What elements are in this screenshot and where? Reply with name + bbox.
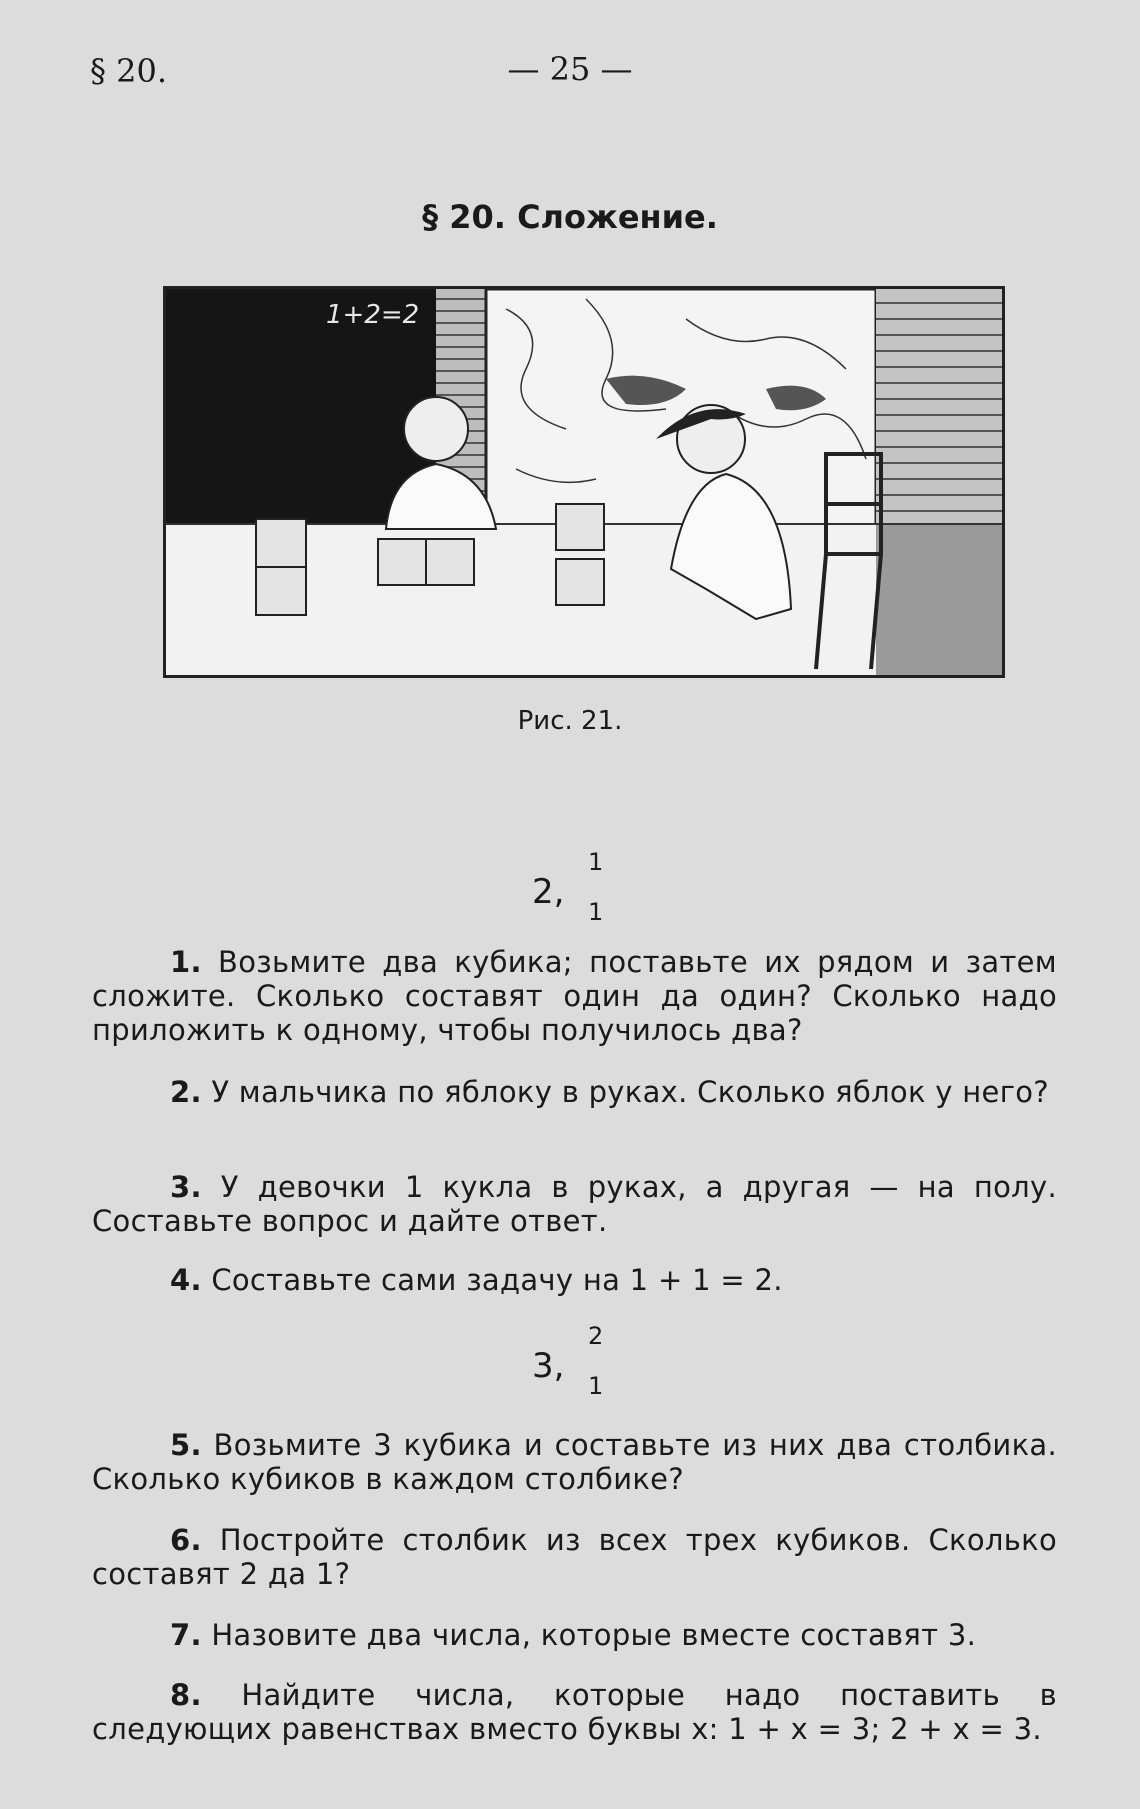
- number-composition-2: [0, 848, 1140, 938]
- number-composition-3: [0, 1322, 1140, 1412]
- set-top: 1: [588, 848, 604, 876]
- set-top: 2: [588, 1322, 604, 1350]
- problem-number: 1.: [170, 945, 202, 979]
- problem-text: Постройте столбик из всех трех кубиков. Сколько составят 2 да 1?: [92, 1523, 1057, 1591]
- page-number: — 25 —: [507, 50, 633, 88]
- section-title: § 20. Сложение.: [422, 198, 718, 236]
- problem-text: Найдите числа, которые надо поставить в следующих равенствах вместо буквы x: 1 + x = 3; 2 + x = 3.: [92, 1678, 1057, 1746]
- problem-2: [92, 1075, 1057, 1109]
- problem-number: 8.: [170, 1678, 202, 1712]
- problem-text: У девочки 1 кукла в руках, а другая — на полу. Составьте вопрос и дайте ответ.: [92, 1170, 1057, 1238]
- illustration: [163, 286, 1005, 678]
- problem-number: 7.: [170, 1618, 202, 1652]
- figure-caption: Рис. 21.: [517, 706, 623, 736]
- problem-6: [92, 1523, 1057, 1591]
- set-bottom: 1: [588, 1372, 604, 1400]
- problem-7: [92, 1618, 1057, 1652]
- problem-text: У мальчика по яблоку в руках. Сколько яблок у него?: [201, 1075, 1049, 1109]
- problem-3: [92, 1170, 1057, 1238]
- problem-text: Назовите два числа, которые вместе составят 3.: [201, 1618, 977, 1652]
- problem-4: [92, 1263, 1057, 1297]
- running-head-section: § 20.: [90, 52, 168, 90]
- left-boy: [404, 397, 468, 461]
- blackboard-text: 1+2=2: [326, 300, 420, 330]
- problem-number: 4.: [170, 1263, 202, 1297]
- set-total: 3,: [532, 1346, 565, 1386]
- problem-8: [92, 1678, 1057, 1746]
- problem-text: Составьте сами задачу на 1 + 1 = 2.: [201, 1263, 783, 1297]
- problem-text: Возьмите 3 кубика и составьте из них два столбика. Сколько кубиков в каждом столбике?: [92, 1428, 1057, 1496]
- problem-5: [92, 1428, 1057, 1496]
- problem-number: 2.: [170, 1075, 202, 1109]
- set-bottom: 1: [588, 898, 604, 926]
- problem-number: 6.: [170, 1523, 202, 1557]
- problem-text: Возьмите два кубика; поставьте их рядом и затем сложите. Сколько составят один да один? Сколько надо приложить к одному, чтобы получилось два?: [92, 945, 1057, 1047]
- problem-number: 5.: [170, 1428, 202, 1462]
- problem-number: 3.: [170, 1170, 202, 1204]
- set-total: 2,: [532, 872, 565, 912]
- problem-1: [92, 945, 1057, 1047]
- classroom-illustration: [166, 289, 1002, 675]
